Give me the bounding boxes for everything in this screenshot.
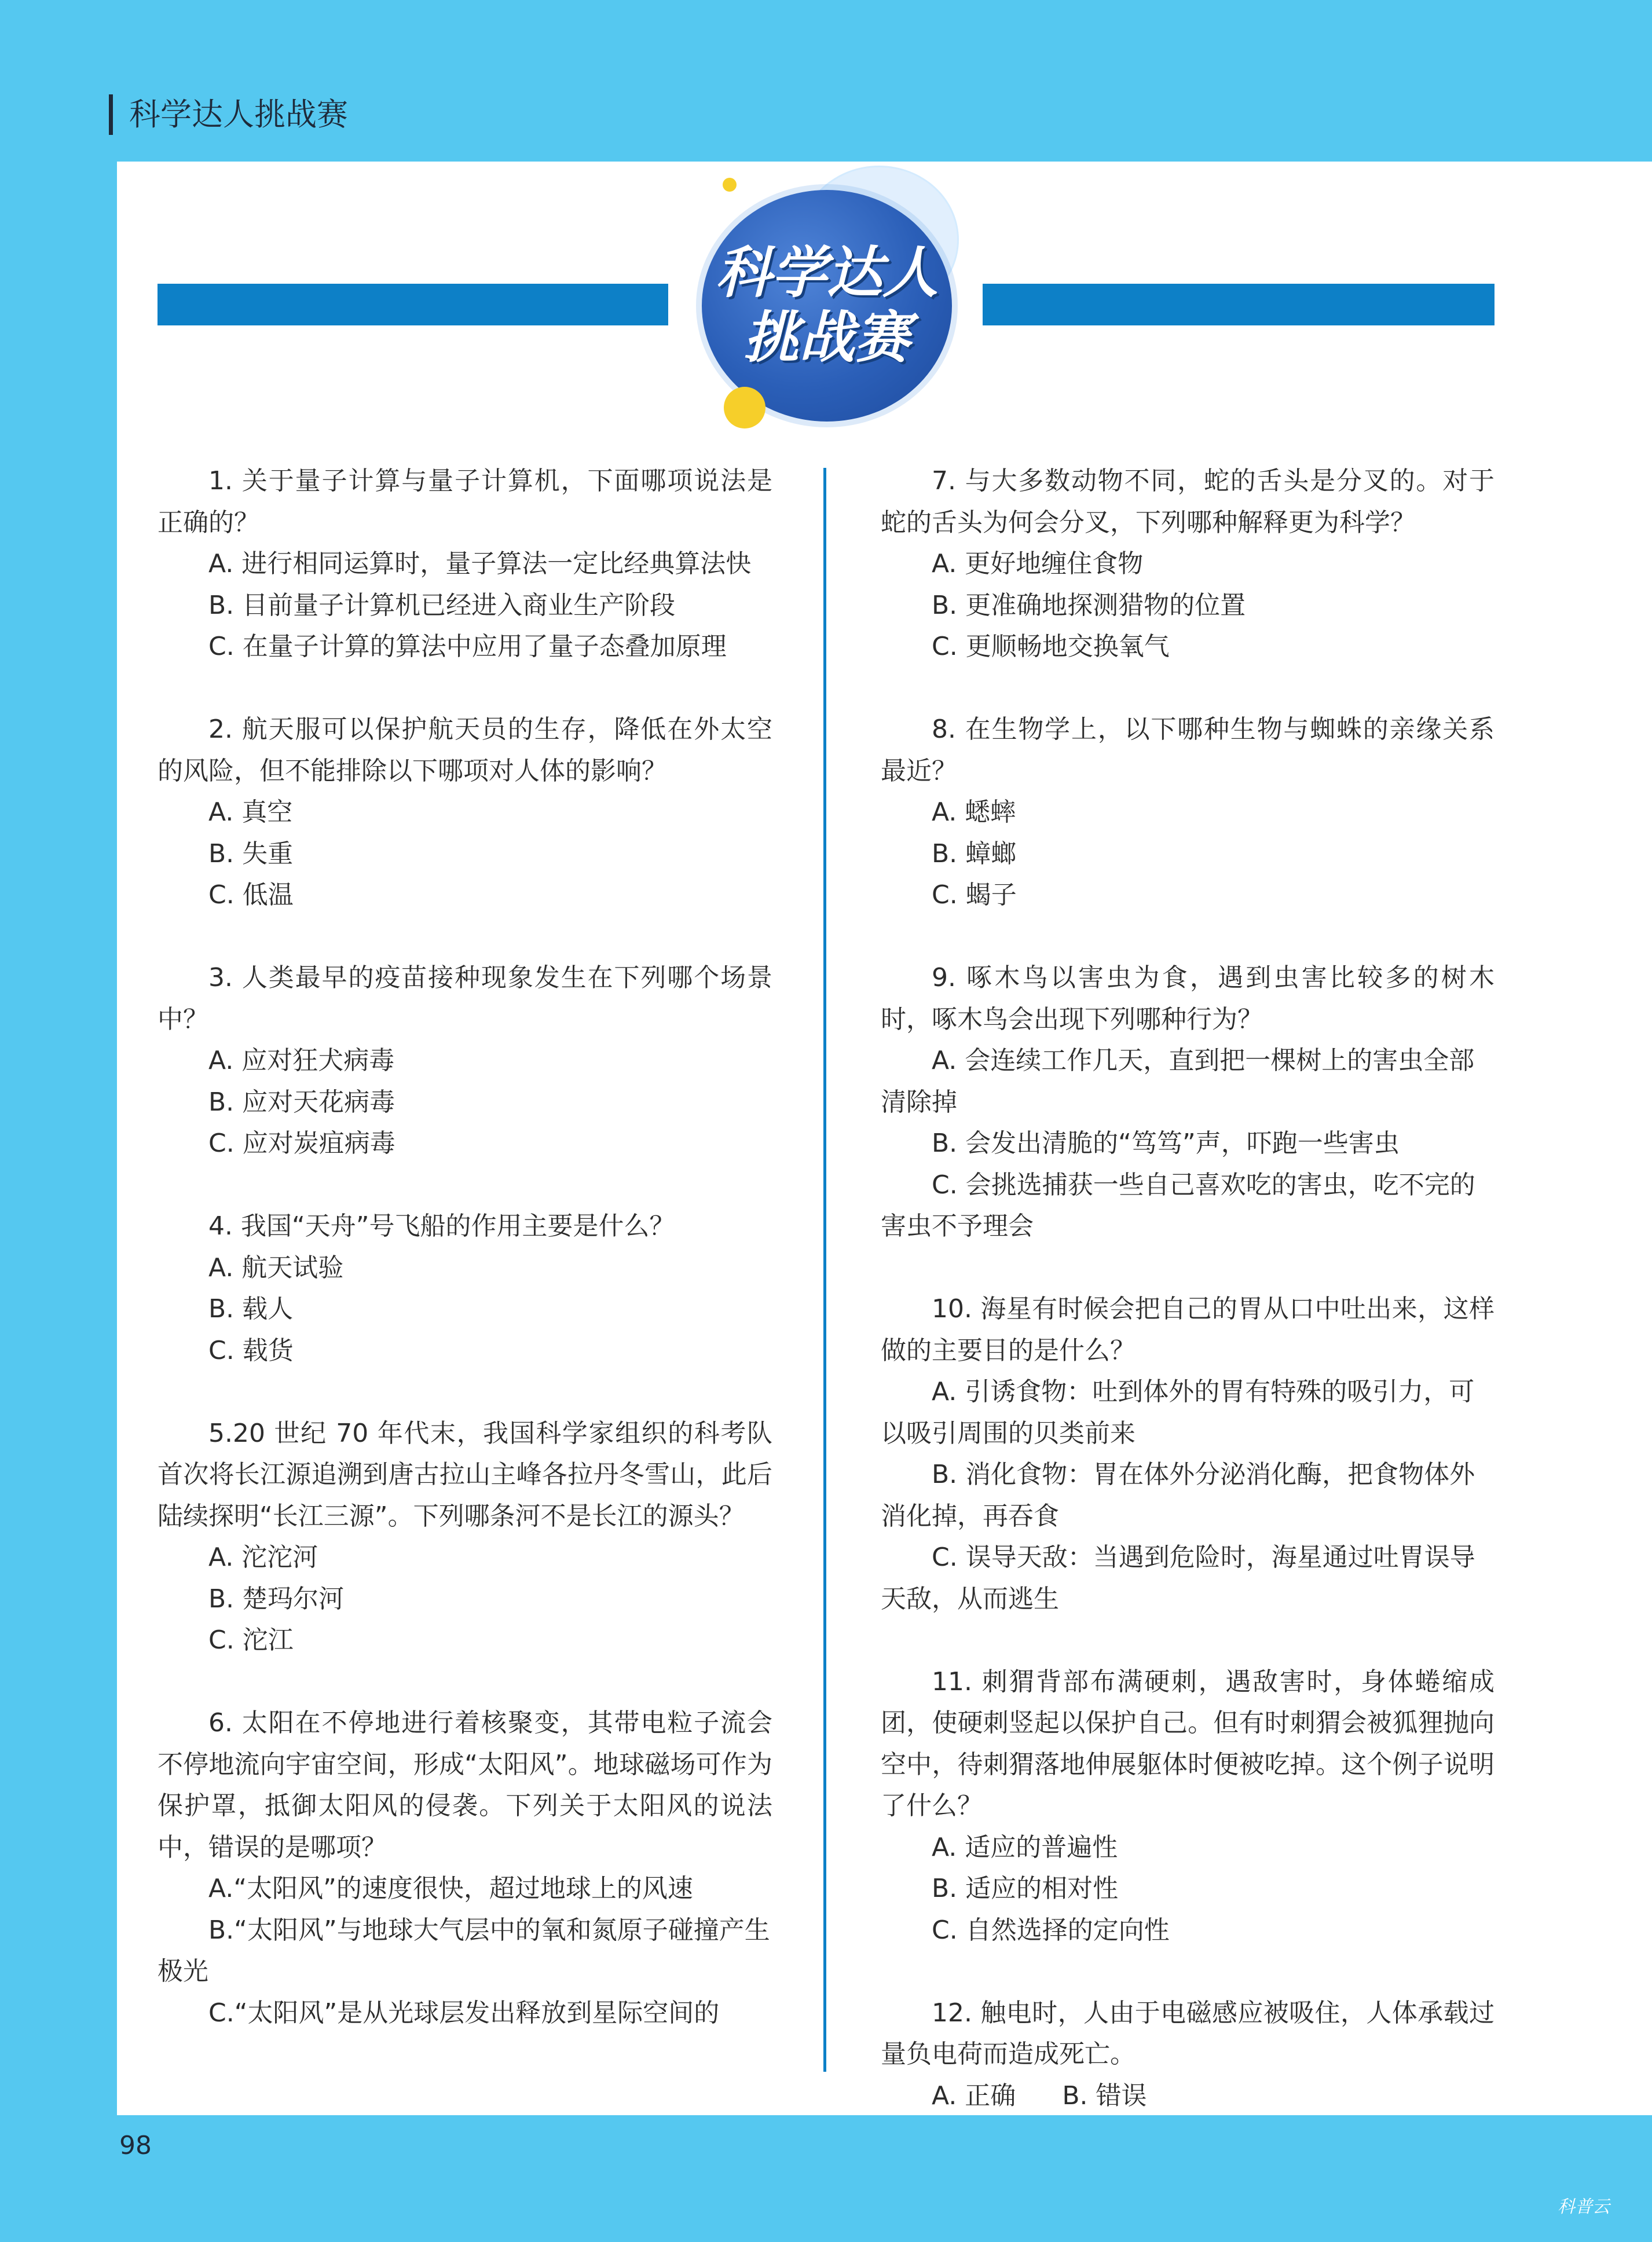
question-option: A. 引诱食物：吐到体外的胃有特殊的吸引力，可以吸引周围的贝类前来 — [881, 1377, 1475, 1448]
question-option: C. 应对炭疽病毒 — [208, 1129, 395, 1158]
question-option: C. 蝎子 — [932, 880, 1017, 910]
question-option: B. 消化食物：胃在体外分泌消化酶，把食物体外消化掉，再吞食 — [881, 1460, 1475, 1531]
question-option: C. 在量子计算的算法中应用了量子态叠加原理 — [208, 632, 727, 661]
question-option: A. 真空 — [208, 797, 293, 827]
page-number: 98 — [119, 2131, 152, 2160]
question-options-inline — [881, 2075, 1495, 2117]
yellow-dot-small — [723, 178, 737, 192]
question-12 — [881, 1992, 1495, 2117]
right-column — [881, 460, 1495, 2158]
title-band-right — [983, 284, 1495, 325]
badge-title-line1: 科学达人 — [716, 240, 938, 305]
question-stem: 12. 触电时，人由于电磁感应被吸住，人体承载过量负电荷而造成死亡。 — [881, 1998, 1495, 2069]
question-5 — [157, 1413, 772, 1661]
question-option: C.“太阳风”是从光球层发出释放到星际空间的 — [208, 1998, 720, 2028]
question-option: A. 适应的普遍性 — [932, 1832, 1118, 1862]
question-option: A. 会连续工作几天，直到把一棵树上的害虫全部清除掉 — [881, 1046, 1475, 1117]
question-option: C. 误导天敌：当遇到危险时，海星通过吐胃误导天敌，从而逃生 — [881, 1543, 1475, 1614]
question-option: A. 应对狂犬病毒 — [208, 1046, 395, 1075]
question-option: C. 会挑选捕获一些自己喜欢吃的害虫，吃不完的害虫不予理会 — [881, 1170, 1475, 1241]
question-stem: 4. 我国“天舟”号飞船的作用主要是什么？ — [208, 1211, 675, 1241]
question-option: A. 进行相同运算时，量子算法一定比经典算法快 — [208, 549, 752, 578]
badge-title-line2: 挑战赛 — [743, 305, 910, 370]
question-option: A. 正确 — [932, 2080, 1016, 2111]
question-stem: 10. 海星有时候会把自己的胃从口中吐出来，这样做的主要目的是什么？ — [881, 1294, 1495, 1365]
question-3 — [157, 957, 772, 1164]
badge-title — [702, 240, 952, 370]
question-option: C. 沱江 — [208, 1625, 294, 1655]
question-stem: 1. 关于量子计算与量子计算机，下面哪项说法是正确的？ — [157, 466, 772, 537]
question-stem: 6. 太阳在不停地进行着核聚变，其带电粒子流会不停地流向宇宙空间，形成“太阳风”。地球磁场可作为保护罩，抵御太阳风的侵袭。下列关于太阳风的说法中，错误的是哪项？ — [157, 1708, 772, 1862]
question-stem: 7. 与大多数动物不同，蛇的舌头是分叉的。对于蛇的舌头为何会分叉，下列哪种解释更为科学？ — [881, 466, 1495, 537]
question-option: C. 自然选择的定向性 — [932, 1915, 1170, 1945]
question-9 — [881, 957, 1495, 1247]
title-band-left — [157, 284, 668, 325]
question-4 — [157, 1206, 772, 1371]
question-option: C. 低温 — [208, 880, 294, 910]
question-option: B. 应对天花病毒 — [208, 1087, 395, 1117]
left-column — [157, 460, 772, 2075]
question-option: B. 错误 — [1062, 2080, 1147, 2111]
question-option: B. 会发出清脆的“笃笃”声，吓跑一些害虫 — [932, 1129, 1400, 1158]
question-10 — [881, 1288, 1495, 1620]
publisher-watermark: 科普云 — [1558, 2197, 1610, 2217]
question-8 — [881, 709, 1495, 916]
question-option: A. 更好地缠住食物 — [932, 549, 1144, 578]
question-option: A.“太阳风”的速度很快，超过地球上的风速 — [208, 1874, 693, 1903]
question-option: A. 航天试验 — [208, 1252, 344, 1283]
question-11 — [881, 1661, 1495, 1951]
question-1 — [157, 460, 772, 668]
question-option: C. 更顺畅地交换氧气 — [932, 632, 1170, 661]
column-divider — [823, 468, 826, 2072]
question-option: B. 楚玛尔河 — [208, 1584, 345, 1614]
question-2 — [157, 709, 772, 916]
question-stem: 5.20 世纪 70 年代末，我国科学家组织的科考队首次将长江源追溯到唐古拉山主峰各拉丹冬雪山，此后陆续探明“长江三源”。下列哪条河不是长江的源头？ — [157, 1418, 772, 1531]
question-option: B. 失重 — [208, 838, 294, 869]
section-header-title: 科学达人挑战赛 — [109, 94, 348, 135]
question-7 — [881, 460, 1495, 668]
question-6 — [157, 1702, 772, 2034]
yellow-dot-large — [724, 387, 765, 428]
question-option: B. 更准确地探测猎物的位置 — [932, 590, 1246, 620]
question-stem: 3. 人类最早的疫苗接种现象发生在下列哪个场景中？ — [157, 963, 772, 1034]
question-option: B. 目前量子计算机已经进入商业生产阶段 — [208, 590, 676, 620]
question-option: B. 载人 — [208, 1294, 294, 1324]
question-stem: 8. 在生物学上，以下哪种生物与蜘蛛的亲缘关系最近？ — [881, 715, 1495, 786]
question-stem: 2. 航天服可以保护航天员的生存，降低在外太空的风险，但不能排除以下哪项对人体的影响？ — [157, 715, 772, 786]
question-option: A. 蟋蟀 — [932, 797, 1016, 827]
question-stem: 11. 刺猬背部布满硬刺，遇敌害时，身体蜷缩成团，使硬刺竖起以保护自己。但有时刺猬会被狐狸抛向空中，待刺猬落地伸展躯体时便被吃掉。这个例子说明了什么？ — [881, 1666, 1495, 1820]
question-stem: 9. 啄木鸟以害虫为食，遇到虫害比较多的树木时，啄木鸟会出现下列哪种行为？ — [881, 963, 1495, 1034]
question-option: B. 蟑螂 — [932, 838, 1017, 869]
question-option: B.“太阳风”与地球大气层中的氧和氮原子碰撞产生极光 — [157, 1915, 770, 1986]
question-option: B. 适应的相对性 — [932, 1874, 1119, 1903]
question-option: A. 沱沱河 — [208, 1543, 318, 1572]
question-option: C. 载货 — [208, 1335, 294, 1365]
